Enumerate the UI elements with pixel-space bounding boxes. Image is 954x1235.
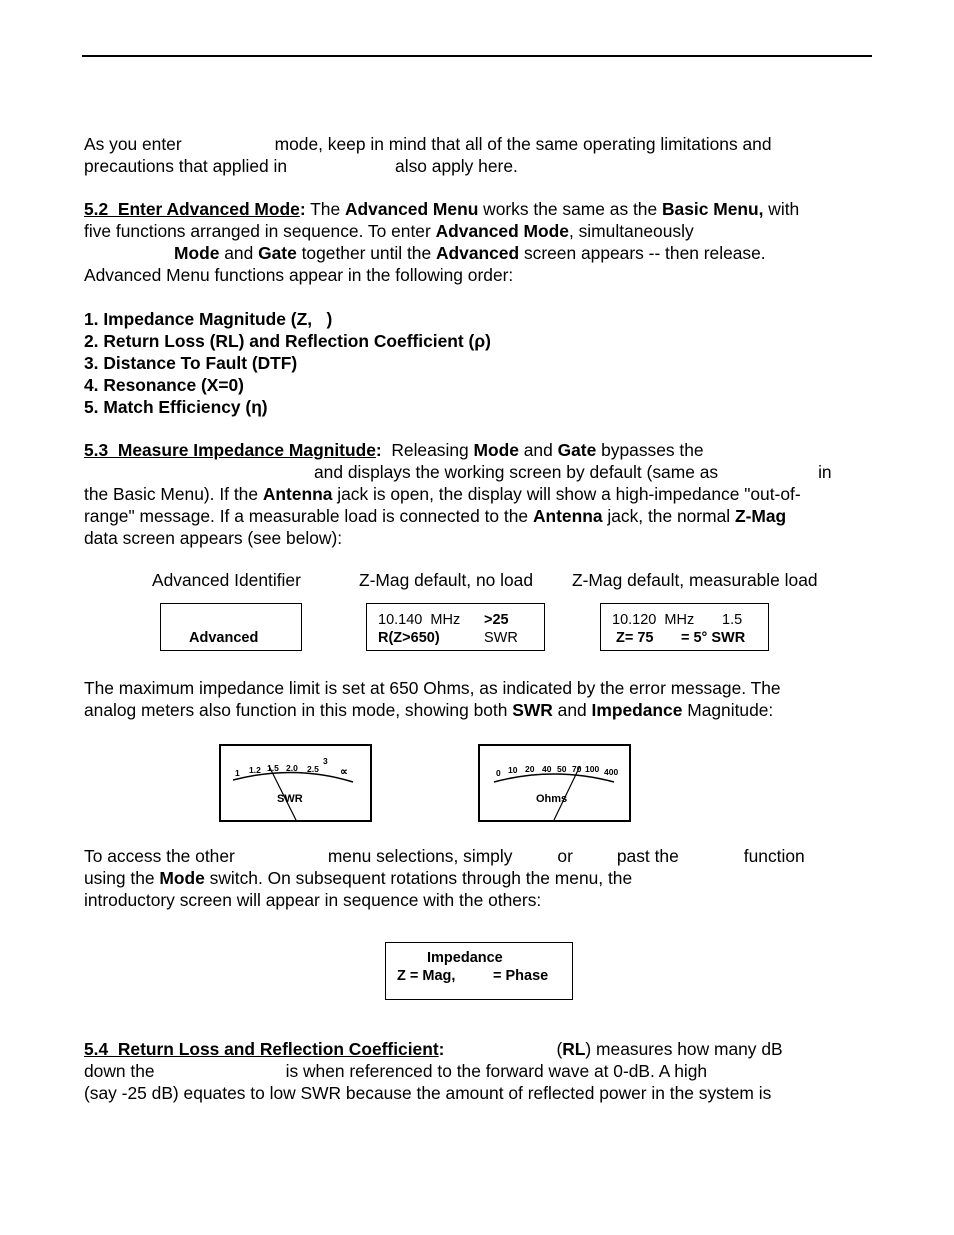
body-text: Advanced Menu functions appear in the following order:: [84, 265, 514, 285]
section-heading: 5.4 Return Loss and Reflection Coefficient: [84, 1039, 439, 1059]
list-item: 2. Return Loss (RL) and Reflection Coefficient (ρ): [84, 331, 491, 351]
body-text: and: [219, 243, 259, 263]
tick-label: 1: [235, 768, 240, 778]
section-5-3: [84, 439, 864, 549]
body-text: function: [743, 846, 805, 866]
bold-term: SWR: [512, 700, 553, 720]
caption-advanced-identifier: Advanced Identifier: [152, 570, 301, 590]
heading-colon: :: [438, 1039, 445, 1059]
body-text: data screen appears (see below):: [84, 528, 343, 548]
bold-term: Antenna: [262, 484, 333, 504]
body-text: and: [552, 700, 592, 720]
tick-label: 40: [542, 764, 552, 774]
tick-label: 1.2: [249, 765, 261, 775]
heading-colon: :: [375, 440, 382, 460]
lcd-title: Impedance: [427, 950, 503, 966]
body-text: using the: [84, 868, 160, 888]
body-text: past the: [616, 846, 679, 866]
list-item: 5. Match Efficiency (η): [84, 397, 268, 417]
bold-term: Gate: [258, 243, 297, 263]
bold-term: Advanced: [435, 243, 520, 263]
body-text: switch. On subsequent rotations through the menu, the: [204, 868, 633, 888]
body-text: bypasses the: [596, 440, 704, 460]
intro-text: also apply here.: [395, 156, 518, 176]
tick-label: 3: [323, 756, 328, 766]
lcd-swr-label: SWR: [484, 630, 518, 646]
bold-term: Impedance: [591, 700, 683, 720]
body-text: introductory screen will appear in sequence with the others:: [84, 890, 542, 910]
bold-term: Advanced Menu: [344, 199, 479, 219]
lcd-frequency: 10.140 MHz: [378, 612, 461, 628]
intro-text: As you enter: [84, 134, 182, 154]
tick-label: 10: [508, 765, 518, 775]
body-text: or: [557, 846, 573, 866]
body-text: To access the other: [84, 846, 235, 866]
tick-label: ∝: [340, 766, 348, 778]
lcd-frequency: 10.120 MHz: [612, 612, 695, 628]
body-text: Magnitude:: [682, 700, 774, 720]
lcd-phase-swr: = 5° SWR: [681, 630, 746, 646]
list-item: 3. Distance To Fault (DTF): [84, 353, 298, 373]
lcd-impedance: Z= 75: [616, 630, 654, 646]
body-text: (: [556, 1039, 563, 1059]
tick-label: 400: [604, 767, 619, 777]
bold-term: RL: [562, 1039, 586, 1059]
lcd-magnitude: Z = Mag,: [397, 968, 456, 984]
tick-label: 100: [585, 764, 600, 774]
body-text: screen appears -- then release.: [519, 243, 766, 263]
access-paragraph: [84, 845, 864, 911]
bold-term: Gate: [557, 440, 597, 460]
tick-label: 0: [496, 768, 501, 778]
body-text: , simultaneously: [568, 221, 694, 241]
lcd-advanced-identifier: [160, 603, 302, 651]
caption-no-load: Z-Mag default, no load: [359, 570, 534, 590]
section-heading: 5.3 Measure Impedance Magnitude: [84, 440, 376, 460]
lcd-zmag-measurable: [600, 603, 769, 651]
lcd-zmag-no-load: [366, 603, 545, 651]
heading-colon: :: [299, 199, 306, 219]
intro-text: mode, keep in mind that all of the same operating limitations and: [274, 134, 772, 154]
tick-label: 1.5: [267, 763, 279, 773]
body-text: (say -25 dB) equates to low SWR because the amount of reflected power in the system is: [84, 1083, 772, 1103]
section-5-4: [84, 1038, 864, 1104]
header-rule: [82, 55, 872, 57]
body-text: and displays the working screen by default (same as: [314, 462, 719, 482]
body-text: analog meters also function in this mode, showing both: [84, 700, 513, 720]
body-text: works the same as the: [478, 199, 662, 219]
body-text: The maximum impedance limit is set at 650 Ohms, as indicated by the error message. The: [84, 678, 781, 698]
meter-scale-arc: [494, 774, 614, 782]
body-text: the Basic Menu). If the: [84, 484, 263, 504]
lcd-range-message: R(Z>650): [378, 630, 440, 646]
bold-term: Advanced Mode: [435, 221, 569, 241]
tick-label: 2.0: [286, 763, 298, 773]
section-heading: 5.2 Enter Advanced Mode: [84, 199, 300, 219]
advanced-menu-list: [84, 308, 491, 418]
meter-label: SWR: [277, 793, 303, 805]
body-text: with: [763, 199, 800, 219]
list-item: 4. Resonance (X=0): [84, 375, 244, 395]
lcd-swr-value: >25: [484, 612, 509, 628]
body-text: menu selections, simply: [327, 846, 513, 866]
bold-term: Z-Mag: [734, 506, 787, 526]
body-text: is when referenced to the forward wave at 0-dB. A high: [285, 1061, 708, 1081]
bold-term: Mode: [159, 868, 205, 888]
body-text: five functions arranged in sequence. To enter: [84, 221, 436, 241]
lcd-impedance-intro: [385, 942, 573, 1000]
impedance-limit-paragraph: [84, 677, 864, 721]
tick-label: 70: [572, 764, 582, 774]
bold-term: Mode: [174, 243, 220, 263]
list-item: 1. Impedance Magnitude (Z, ): [84, 309, 333, 329]
caption-measurable-load: Z-Mag default, measurable load: [572, 570, 818, 590]
body-text: ) measures how many dB: [585, 1039, 783, 1059]
body-text: down the: [84, 1061, 155, 1081]
intro-text: precautions that applied in: [84, 156, 288, 176]
meter-label: Ohms: [536, 793, 568, 805]
body-text: range" message. If a measurable load is connected to the: [84, 506, 533, 526]
body-text: jack is open, the display will show a high-impedance "out-of-: [332, 484, 801, 504]
tick-label: 50: [557, 764, 567, 774]
bold-term: Antenna: [532, 506, 603, 526]
bold-term: Mode: [473, 440, 519, 460]
body-text: in: [818, 462, 832, 482]
intro-paragraph: [84, 133, 864, 177]
lcd-phase: = Phase: [493, 968, 549, 984]
swr-meter: [219, 744, 372, 822]
body-text: Releasing: [381, 440, 474, 460]
body-text: The: [305, 199, 345, 219]
body-text: jack, the normal: [602, 506, 735, 526]
body-text: and: [518, 440, 558, 460]
tick-label: 2.5: [307, 764, 319, 774]
tick-label: 20: [525, 764, 535, 774]
lcd-swr-value: 1.5: [722, 612, 743, 628]
section-5-2: [84, 198, 864, 286]
bold-term: Basic Menu,: [661, 199, 764, 219]
ohms-meter: [478, 744, 631, 822]
body-text: together until the: [296, 243, 436, 263]
lcd-text: Advanced: [189, 630, 259, 646]
